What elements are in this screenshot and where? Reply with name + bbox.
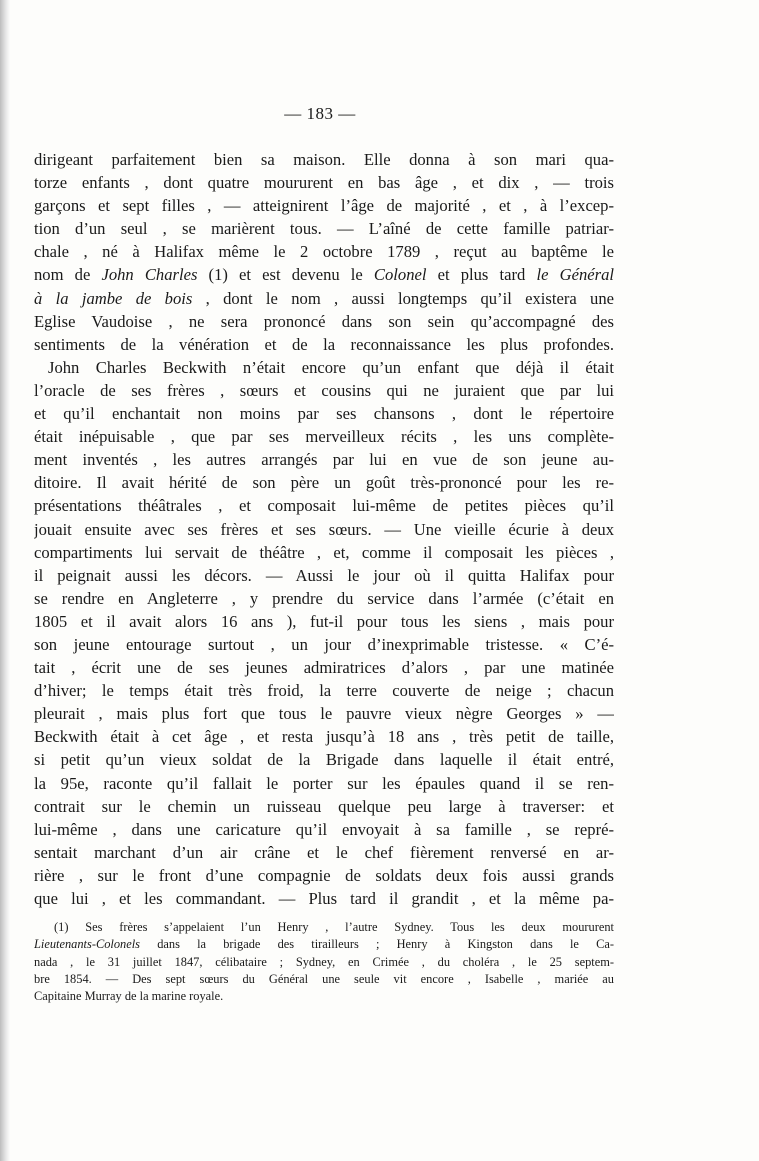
- text-run: nom de: [34, 265, 102, 285]
- text-line: jouait ensuite avec ses frères et ses sœurs. — Une vieille écurie à deux: [34, 519, 614, 539]
- text-line: se rendre en Angleterre , y prendre du service dans l’armée (c’était en: [34, 588, 614, 608]
- text-line: ditoire. Il avait hérité de son père un goût très-prononcé pour les re-: [34, 473, 614, 493]
- text-run: dans la brigade des tirailleurs ; Henry à Kingston dans le Ca-: [140, 937, 614, 952]
- text-line: pleurait , mais plus fort que tous le pauvre vieux nègre Georges » —: [34, 704, 614, 724]
- text-line: torze enfants , dont quatre moururent en bas âge , et dix , — trois: [34, 173, 614, 193]
- main-text: [34, 148, 614, 910]
- text-line: l’oracle de ses frères , sœurs et cousins qui ne juraient que par lui: [34, 380, 614, 400]
- footnote-line: Capitaine Murray de la marine royale.: [34, 989, 224, 1004]
- page-number: — 183 —: [284, 104, 356, 123]
- text-run: (1) et est devenu le: [197, 265, 374, 285]
- text-line: que lui , et les commandant. — Plus tard il grandit , et la même pa-: [34, 889, 614, 908]
- title-general: le Général: [536, 265, 614, 285]
- text-line: il peignait aussi les décors. — Aussi le jour où il quitta Halifax pour: [34, 565, 614, 585]
- text-run: et plus tard: [426, 265, 537, 285]
- text-line: sentiments de la vénération et de la reconnaissance les plus profondes.: [34, 334, 614, 354]
- title-colonel: Colonel: [373, 265, 427, 285]
- text-line: lui-même , dans une caricature qu’il envoyait à sa famille , se repré-: [34, 819, 614, 839]
- text-line: chale , né à Halifax même le 2 octobre 1789 , reçut au baptême le: [34, 242, 614, 262]
- name-john-charles: John Charles: [101, 265, 198, 285]
- text-line: [34, 263, 614, 286]
- text-line: garçons et sept filles , — atteignirent l’âge de majorité , et , à l’excep-: [34, 196, 614, 216]
- text-line: compartiments lui servait de théâtre , et, comme il composait les pièces ,: [34, 542, 614, 562]
- text-line: 1805 et il avait alors 16 ans ), fut-il pour tous les siens , mais pour: [34, 611, 614, 631]
- text-line: Eglise Vaudoise , ne sera prononcé dans son sein qu’accompagné des: [34, 311, 614, 331]
- text-line: rière , sur le front d’une compagnie de soldats deux fois aussi grands: [34, 865, 614, 885]
- title-jambe-de-bois: à la jambe de bois: [34, 288, 193, 308]
- text-line: si petit qu’un vieux soldat de la Brigade dans laquelle il était entré,: [34, 750, 614, 770]
- footnote-line: [34, 936, 614, 953]
- text-line: la 95e, raconte qu’il fallait le porter sur les épaules quand il se ren-: [34, 773, 614, 793]
- footnote-line: bre 1854. — Des sept sœurs du Général une seule vit encore , Isabelle , mariée au: [34, 971, 614, 986]
- text-line: tion d’un seul , se marièrent tous. — L’aîné de cette famille patriar-: [34, 219, 614, 239]
- text-line: tait , écrit une de ses jeunes admiratrices d’alors , par une matinée: [34, 658, 614, 678]
- text-line: ment inventés , les autres arrangés par lui en vue de son jeune au-: [34, 450, 614, 470]
- footnote: [34, 919, 614, 1005]
- text-line: présentations théâtrales , et composait lui-même de petites pièces qu’il: [34, 496, 614, 516]
- text-line: sentait marchant d’un air crâne et le chef fièrement renversé en ar-: [34, 842, 614, 862]
- text-line: contrait sur le chemin un ruisseau quelque peu large à traverser: et: [34, 796, 614, 816]
- text-run: , dont le nom , aussi longtemps qu’il existera une: [192, 288, 614, 308]
- text-line: John Charles Beckwith n’était encore qu’un enfant que déjà il était: [48, 357, 614, 377]
- page-edge-shadow: [0, 0, 10, 1161]
- text-line: et qu’il enchantait non moins par ses chansons , dont le répertoire: [34, 404, 614, 424]
- text-line: Beckwith était à cet âge , et resta jusqu’à 18 ans , très petit de taille,: [34, 727, 614, 747]
- text-line: était inépuisable , que par ses merveilleux récits , les uns complète-: [34, 427, 614, 447]
- footnote-line: (1) Ses frères s’appelaient l’un Henry , l’autre Sydney. Tous les deux moururent: [54, 920, 614, 934]
- footnote-line: nada , le 31 juillet 1847, célibataire ; Sydney, en Crimée , du choléra , le 25 septem-: [34, 954, 614, 969]
- text-line: d’hiver; le temps était très froid, la terre couverte de neige ; chacun: [34, 681, 614, 701]
- text-line: dirigeant parfaitement bien sa maison. Elle donna à son mari qua-: [34, 150, 614, 169]
- footnote-italic-rank: Lieutenants-Colonels: [34, 937, 141, 952]
- text-line: son jeune entourage surtout , un jour d’inexprimable tristesse. « C’é-: [34, 634, 614, 654]
- text-line: [34, 287, 614, 310]
